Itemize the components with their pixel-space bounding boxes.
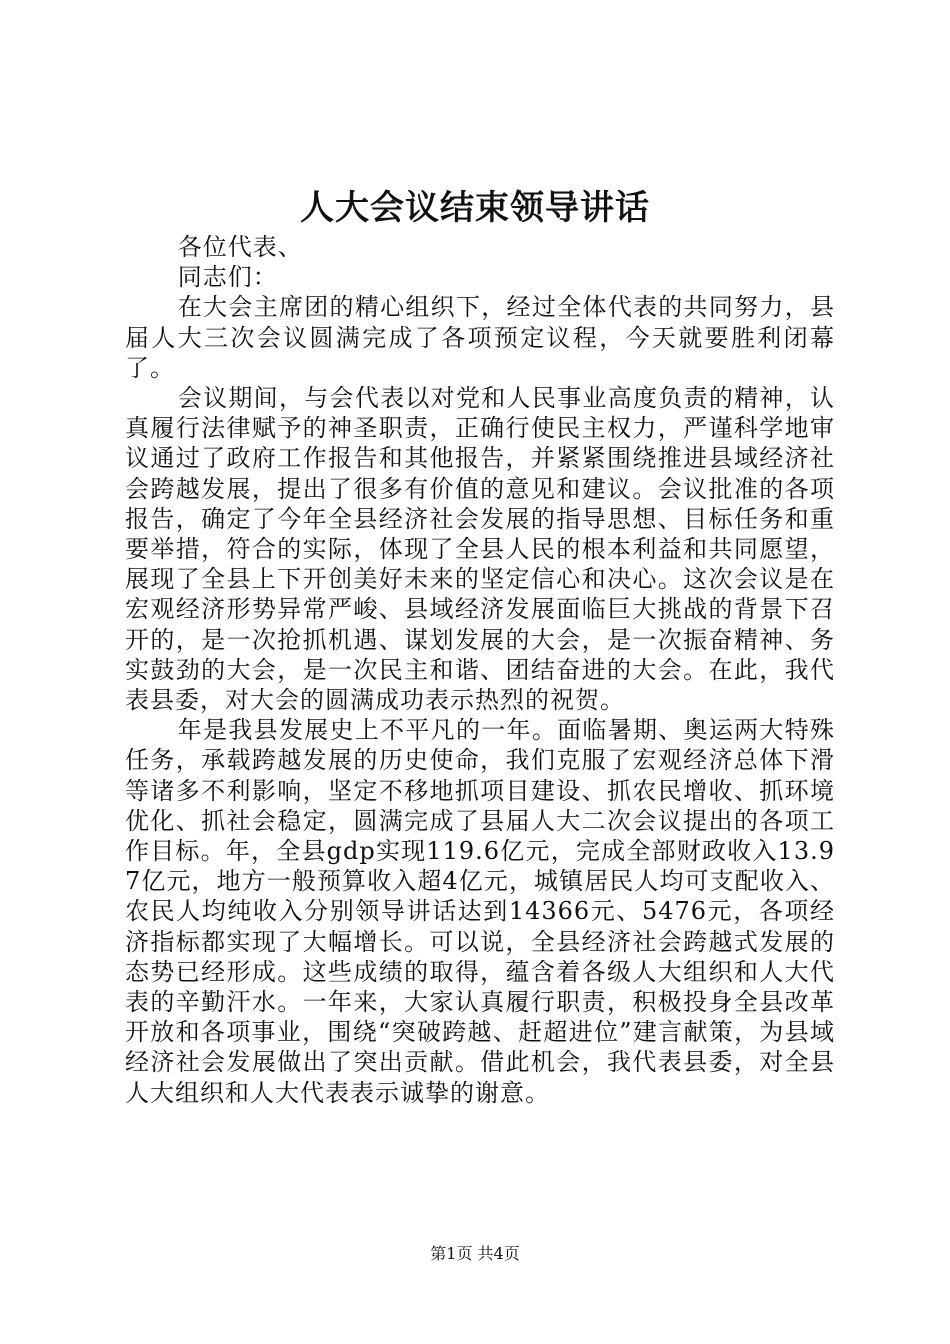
salutation-line-2: 同志们： (177, 263, 278, 292)
page-number-footer: 第1页 共4页 (430, 1244, 520, 1263)
document-body (125, 232, 835, 1108)
paragraph-year-achievements: 年是我县发展史上不平凡的一年。面临暑期、奥运两大特殊任务，承载跨越发展的历史使命，我们克服了宏观经济总体下滑等诸多不利影响，坚定不移地抓项目建设、抓农民增收、抓环境优化、抓社会稳定，圆满完成了县届人大二次会议提出的各项工作目标。年，全县gdp实现119.6亿元，完成全部财政收入13.97亿元，地方一般预算收入超4亿元，城镇居民人均可支配收入、农民人均纯收入分别领导讲话达到14366元、5476元，各项经济指标都实现了大幅增长。可以说，全县经济社会跨越式发展的态势已经形成。这些成绩的取得，蕴含着各级人大组织和人大代表的辛勤汗水。一年来，大家认真履行职责，积极投身全县改革开放和各项事业，围绕“突破跨越、赶超进位”建言献策，为县域经济社会发展做出了突出贡献。借此机会，我代表县委，对全县人大组织和人大代表表示诚挚的谢意。 (125, 716, 835, 1107)
paragraph-meeting-review: 会议期间，与会代表以对党和人民事业高度负责的精神，认真履行法律赋予的神圣职责，正确行使民主权力，严谨科学地审议通过了政府工作报告和其他报告，并紧紧围绕推进县域经济社会跨越发展，提出了很多有价值的意见和建议。会议批准的各项报告，确定了今年全县经济社会发展的指导思想、目标任务和重要举措，符合的实际，体现了全县人民的根本利益和共同愿望，展现了全县上下开创美好未来的坚定信心和决心。这次会议是在宏观经济形势异常严峻、县域经济发展面临巨大挑战的背景下召开的，是一次抢抓机遇、谋划发展的大会，是一次振奋精神、务实鼓劲的大会，是一次民主和谐、团结奋进的大会。在此，我代表县委，对大会的圆满成功表示热烈的祝贺。 (125, 384, 835, 715)
salutation-line-1: 各位代表、 (177, 233, 303, 261)
document-title: 人大会议结束领导讲话 (300, 188, 650, 228)
paragraph-opening: 在大会主席团的精心组织下，经过全体代表的共同努力，县届人大三次会议圆满完成了各项预定议程，今天就要胜利闭幕了。 (125, 293, 835, 382)
